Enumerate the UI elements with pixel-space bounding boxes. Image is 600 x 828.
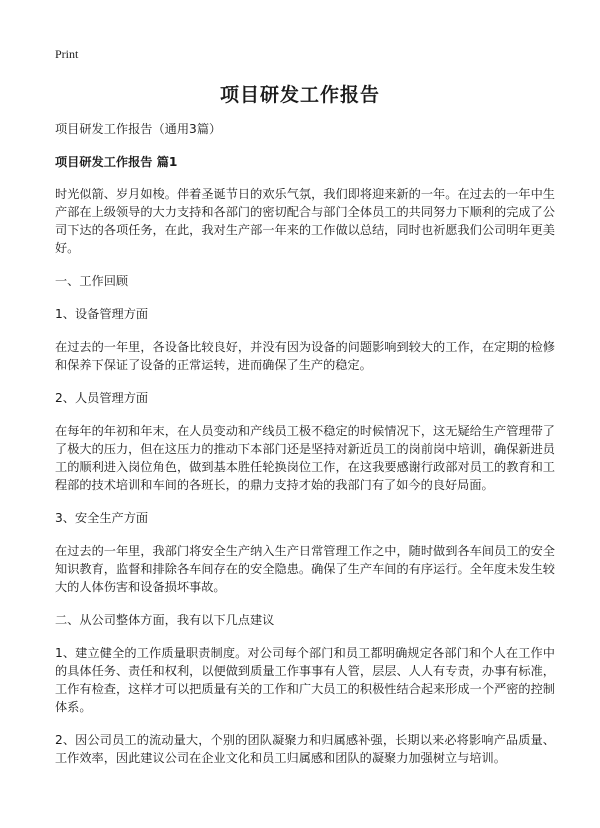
- document-body: [55, 120, 555, 782]
- subheading-personnel: 2、人员管理方面: [55, 391, 149, 405]
- print-link[interactable]: Print: [55, 47, 79, 61]
- paragraph-suggestion-1: 1、建立健全的工作质量职责制度。对公司每个部门和员工都明确规定各部门和个人在工作中的具体任务、责任和权利，以便做到质量工作事事有人管，层层、人人有专责，办事有标准，工作有检查，这样才可以把质量有关的工作和广大员工的积极性结合起来形成一个严密的控制体系。: [55, 646, 555, 714]
- intro-paragraph: 时光似箭、岁月如梭。伴着圣诞节日的欢乐气氛，我们即将迎来新的一年。在过去的一年中生产部在上级领导的大力支持和各部门的密切配合与部门全体员工的共同努力下顺利的完成了公司下达的各项任务，在此，我对生产部一年来的工作做以总结，同时也祈愿我们公司明年更美好。: [55, 187, 555, 255]
- section-heading-review: 一、工作回顾: [55, 274, 129, 288]
- paragraph-safety: 在过去的一年里，我部门将安全生产纳入生产日常管理工作之中，随时做到各车间员工的安全知识教育，监督和排除各车间存在的安全隐患。确保了生产车间的有序运行。全年度未发生较大的人体伤害和设备损坏事故。: [55, 544, 555, 594]
- document-title: 项目研发工作报告: [219, 84, 380, 106]
- section-heading-suggestions: 二、从公司整体方面，我有以下几点建议: [55, 613, 275, 627]
- paragraph-equipment: 在过去的一年里，各设备比较良好，并没有因为设备的问题影响到较大的工作，在定期的检修和保养下保证了设备的正常运转，进而确保了生产的稳定。: [55, 340, 555, 372]
- paragraph-personnel: 在每年的年初和年末，在人员变动和产线员工极不稳定的时候情况下，这无疑给生产管理带了了极大的压力，但在这压力的推动下本部门还是坚持对新近员工的岗前岗中培训，确保新进员工的顺利进入岗位角色，做到基本胜任轮换岗位工作，在这我要感谢行政部对员工的教育和工程部的技术培训和车间的各班长，的鼎力支持才始的我部门有了如今的良好局面。: [55, 424, 555, 492]
- subheading-safety: 3、安全生产方面: [55, 511, 149, 525]
- document-subtitle: 项目研发工作报告（通用3篇）: [55, 122, 222, 136]
- section-title: 项目研发工作报告 篇1: [55, 155, 178, 169]
- paragraph-suggestion-2: 2、因公司员工的流动量大，个别的团队凝聚力和归属感补强，长期以来必将影响产品质量、工作效率，因此建议公司在企业文化和员工归属感和团队的凝聚力加强树立与培训。: [55, 733, 555, 765]
- subheading-equipment: 1、设备管理方面: [55, 307, 149, 321]
